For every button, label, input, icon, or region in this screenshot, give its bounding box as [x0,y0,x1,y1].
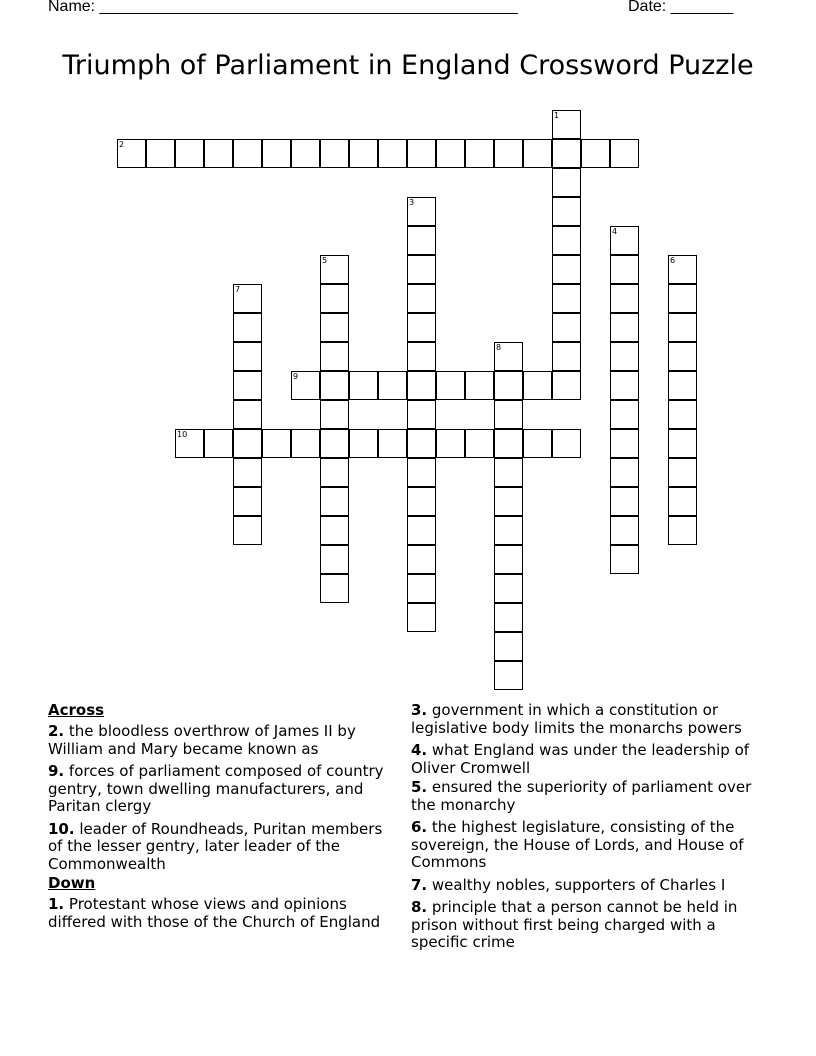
clue-down-6 [411,819,771,872]
clue-number-label: 10 [177,430,188,439]
clue-text: the highest legislature, consisting of the sovereign, the House of Lords, and House of Commons [411,818,744,871]
grid-cell[interactable] [407,226,436,255]
clue-text: the bloodless overthrow of James II by William and Mary became known as [48,722,356,758]
grid-cell[interactable] [378,371,407,400]
grid-cell[interactable] [407,458,436,487]
grid-cell[interactable] [320,284,349,313]
grid-cell[interactable] [291,139,320,168]
grid-cell[interactable] [320,400,349,429]
grid-cell[interactable] [407,284,436,313]
grid-cell[interactable] [407,255,436,284]
grid-cell[interactable] [552,371,581,400]
clue-text: principle that a person cannot be held in prison without first being charged with a specific crime [411,898,738,951]
grid-cell[interactable] [494,342,523,371]
date-field-line: Date: _______ [628,0,733,15]
grid-cell[interactable] [320,429,349,458]
grid-cell[interactable] [233,516,262,545]
grid-cell[interactable] [378,139,407,168]
across-heading: Across [48,701,105,719]
grid-cell[interactable] [668,487,697,516]
grid-cell[interactable] [407,313,436,342]
grid-cell[interactable] [320,487,349,516]
grid-cell[interactable] [291,371,320,400]
grid-cell[interactable] [552,284,581,313]
clue-number-label: 9 [293,372,299,381]
grid-cell[interactable] [204,429,233,458]
grid-cell[interactable] [610,400,639,429]
clue-number: 8. [411,898,428,916]
grid-cell[interactable] [349,429,378,458]
grid-cell[interactable] [494,574,523,603]
grid-cell[interactable] [233,139,262,168]
clue-number-label: 1 [554,111,560,120]
grid-cell[interactable] [552,197,581,226]
grid-cell[interactable] [320,574,349,603]
clue-number: 3. [411,701,428,719]
grid-cell[interactable] [320,516,349,545]
clues-right-column [411,702,771,957]
grid-cell[interactable] [668,342,697,371]
page-title: Triumph of Parliament in England Crossword Puzzle [62,50,754,81]
grid-cell[interactable] [233,487,262,516]
grid-cell[interactable] [610,516,639,545]
clue-down-8 [411,899,771,952]
grid-cell[interactable] [146,139,175,168]
grid-cell[interactable] [436,429,465,458]
clue-text: leader of Roundheads, Puritan members of the lesser gentry, later leader of the Commonwealth [48,819,383,873]
grid-cell[interactable] [494,429,523,458]
grid-cell[interactable] [407,603,436,632]
clue-number: 6. [411,818,428,836]
grid-cell[interactable] [349,371,378,400]
grid-cell[interactable] [465,139,494,168]
grid-cell[interactable] [175,429,204,458]
clue-number-label: 7 [235,285,241,294]
grid-cell[interactable] [494,458,523,487]
grid-cell[interactable] [668,255,697,284]
clue-down-5 [411,779,771,814]
clue-number: 10. [48,819,75,838]
grid-cell[interactable] [610,284,639,313]
grid-cell[interactable] [494,545,523,574]
grid-cell[interactable] [204,139,233,168]
grid-cell[interactable] [552,168,581,197]
grid-cell[interactable] [436,371,465,400]
clue-text: forces of parliament composed of country gentry, town dwelling manufacturers, and Paritan clergy [48,762,384,815]
grid-cell[interactable] [233,313,262,342]
grid-cell[interactable] [407,516,436,545]
grid-cell[interactable] [610,342,639,371]
clue-text: what England was under the leadership of Oliver Cromwell [411,741,750,777]
grid-cell[interactable] [233,458,262,487]
grid-cell[interactable] [407,342,436,371]
grid-cell[interactable] [262,429,291,458]
grid-cell[interactable] [610,458,639,487]
grid-cell[interactable] [610,371,639,400]
grid-cell[interactable] [494,371,523,400]
grid-cell[interactable] [552,139,581,168]
grid-cell[interactable] [610,255,639,284]
grid-cell[interactable] [523,371,552,400]
grid-cell[interactable] [668,429,697,458]
grid-cell[interactable] [523,139,552,168]
grid-cell[interactable] [117,139,146,168]
grid-cell[interactable] [668,284,697,313]
clues-left-column [48,702,393,936]
name-field-line: Name: _______________________________________________ [48,0,518,15]
grid-cell[interactable] [175,139,204,168]
clue-number-label: 8 [496,343,502,352]
grid-cell[interactable] [407,429,436,458]
clue-number-label: 2 [119,140,125,149]
grid-cell[interactable] [494,661,523,690]
clue-across-2 [48,723,393,758]
clue-down-1 [48,896,393,931]
grid-cell[interactable] [407,574,436,603]
grid-cell[interactable] [494,603,523,632]
down-heading: Down [48,874,96,892]
grid-cell[interactable] [349,139,378,168]
grid-cell[interactable] [610,313,639,342]
clue-number: 4. [411,741,428,759]
grid-cell[interactable] [552,313,581,342]
clue-across-10 [48,821,393,874]
grid-cell[interactable] [233,429,262,458]
grid-cell[interactable] [436,139,465,168]
clue-number-label: 4 [612,227,618,236]
grid-cell[interactable] [552,255,581,284]
grid-cell[interactable] [320,545,349,574]
grid-cell[interactable] [494,516,523,545]
clue-text: Protestant whose views and opinions differed with those of the Church of England [48,895,381,931]
grid-cell[interactable] [668,516,697,545]
clue-down-4 [411,742,771,777]
grid-cell[interactable] [262,139,291,168]
clue-number-label: 6 [670,256,676,265]
clue-down-7 [411,877,771,895]
grid-cell[interactable] [494,632,523,661]
grid-cell[interactable] [320,371,349,400]
grid-cell[interactable] [407,139,436,168]
grid-cell[interactable] [610,139,639,168]
grid-cell[interactable] [668,371,697,400]
grid-cell[interactable] [291,429,320,458]
clue-number: 7. [411,875,428,894]
clue-number-label: 3 [409,198,415,207]
grid-cell[interactable] [407,545,436,574]
grid-cell[interactable] [610,487,639,516]
clue-number: 2. [48,722,65,740]
clue-text: wealthy nobles, supporters of Charles I [427,875,726,894]
clue-number: 9. [48,762,65,780]
clue-across-9 [48,763,393,816]
grid-cell[interactable] [668,313,697,342]
clue-number: 5. [411,778,428,796]
grid-cell[interactable] [552,429,581,458]
clue-number: 1. [48,895,65,913]
grid-cell[interactable] [378,429,407,458]
grid-cell[interactable] [320,139,349,168]
grid-cell[interactable] [552,226,581,255]
grid-cell[interactable] [320,458,349,487]
grid-cell[interactable] [320,342,349,371]
grid-cell[interactable] [465,371,494,400]
grid-cell[interactable] [233,284,262,313]
grid-cell[interactable] [320,313,349,342]
grid-cell[interactable] [523,429,552,458]
grid-cell[interactable] [233,342,262,371]
clue-down-3 [411,702,771,737]
grid-cell[interactable] [320,255,349,284]
grid-cell[interactable] [552,110,581,139]
grid-cell[interactable] [233,400,262,429]
clue-text: government in which a constitution or legislative body limits the monarchs powers [411,701,742,737]
grid-cell[interactable] [581,139,610,168]
grid-cell[interactable] [610,429,639,458]
clue-text: ensured the superiority of parliament over the monarchy [411,778,752,814]
grid-cell[interactable] [668,458,697,487]
grid-cell[interactable] [407,487,436,516]
grid-cell[interactable] [407,371,436,400]
grid-cell[interactable] [407,197,436,226]
grid-cell[interactable] [465,429,494,458]
clue-number-label: 5 [322,256,328,265]
grid-cell[interactable] [610,226,639,255]
grid-cell[interactable] [668,400,697,429]
grid-cell[interactable] [494,487,523,516]
grid-cell[interactable] [552,342,581,371]
grid-cell[interactable] [610,545,639,574]
grid-cell[interactable] [407,400,436,429]
grid-cell[interactable] [494,139,523,168]
grid-cell[interactable] [233,371,262,400]
grid-cell[interactable] [494,400,523,429]
